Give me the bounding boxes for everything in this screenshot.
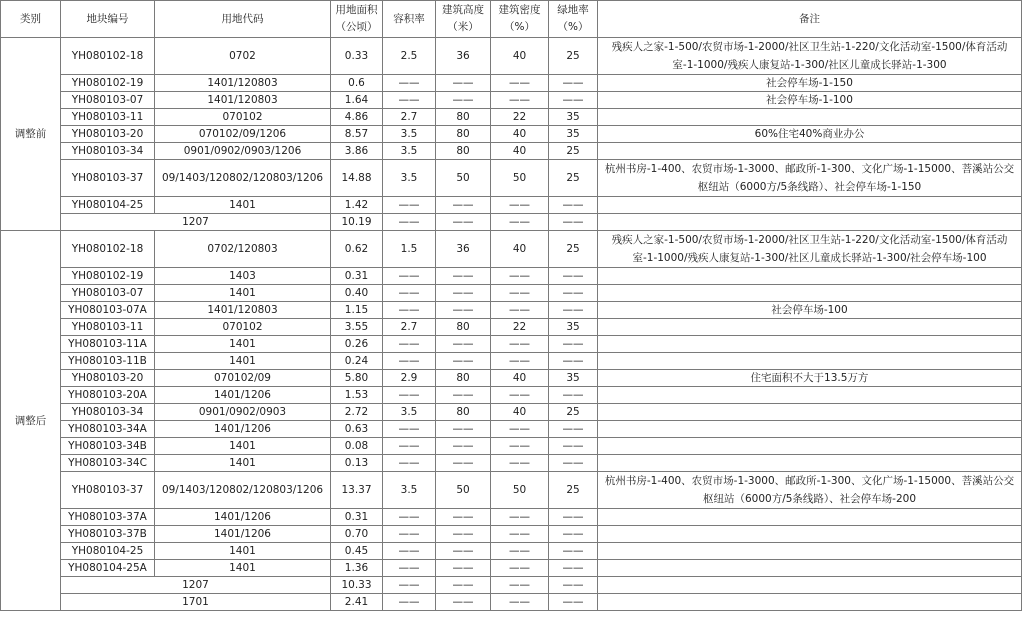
land-code: 1401 [155, 285, 331, 302]
note [598, 387, 1022, 404]
parcel-id: YH080104-25 [61, 197, 155, 214]
land-code: 070102 [155, 109, 331, 126]
land-code: 1401/1206 [155, 526, 331, 543]
far: —— [383, 75, 436, 92]
land-code: 0702/120803 [155, 231, 331, 268]
height: 50 [436, 160, 491, 197]
note: 社会停车场-100 [598, 302, 1022, 319]
area: 1.53 [331, 387, 383, 404]
note [598, 438, 1022, 455]
land-code: 1401/120803 [155, 75, 331, 92]
header-area: 用地面积（公顷） [331, 1, 383, 38]
table-row [1, 543, 1022, 560]
parcel-id: YH080104-25 [61, 543, 155, 560]
far: 3.5 [383, 160, 436, 197]
density: —— [491, 577, 549, 594]
header-far: 容积率 [383, 1, 436, 38]
header-row [1, 1, 1022, 38]
note [598, 509, 1022, 526]
area: 4.86 [331, 109, 383, 126]
note [598, 594, 1022, 611]
header-green: 绿地率（%） [549, 1, 598, 38]
far: —— [383, 336, 436, 353]
green: —— [549, 387, 598, 404]
land-code: 1401 [155, 560, 331, 577]
green: —— [549, 455, 598, 472]
area: 0.70 [331, 526, 383, 543]
height: —— [436, 560, 491, 577]
parcel-id: YH080102-19 [61, 268, 155, 285]
height: —— [436, 197, 491, 214]
density: —— [491, 594, 549, 611]
far: —— [383, 285, 436, 302]
height: —— [436, 594, 491, 611]
height: —— [436, 75, 491, 92]
height: —— [436, 455, 491, 472]
area: 1.15 [331, 302, 383, 319]
green: 25 [549, 143, 598, 160]
far: —— [383, 509, 436, 526]
area: 0.40 [331, 285, 383, 302]
note: 残疾人之家-1-500/农贸市场-1-2000/社区卫生站-1-220/文化活动室-1500/体育活动室-1-1000/残疾人康复站-1-300/社区儿童成长驿站-1-300/社会停车场-100 [598, 231, 1022, 268]
summary-area: 10.19 [331, 214, 383, 231]
density: —— [491, 336, 549, 353]
note [598, 336, 1022, 353]
green: —— [549, 75, 598, 92]
table-row [1, 160, 1022, 197]
area: 1.64 [331, 92, 383, 109]
height: 80 [436, 109, 491, 126]
note [598, 285, 1022, 302]
summary-code: 1701 [61, 594, 331, 611]
area: 3.86 [331, 143, 383, 160]
height: 80 [436, 143, 491, 160]
note [598, 197, 1022, 214]
green: 35 [549, 319, 598, 336]
height: —— [436, 509, 491, 526]
density: 50 [491, 472, 549, 509]
table-row [1, 92, 1022, 109]
green: —— [549, 214, 598, 231]
table-row [1, 336, 1022, 353]
parcel-id: YH080103-11 [61, 109, 155, 126]
far: —— [383, 438, 436, 455]
height: —— [436, 302, 491, 319]
far: 3.5 [383, 143, 436, 160]
density: —— [491, 421, 549, 438]
density: —— [491, 387, 549, 404]
area: 0.62 [331, 231, 383, 268]
category-after: 调整后 [1, 231, 61, 611]
far: —— [383, 594, 436, 611]
area: 0.24 [331, 353, 383, 370]
green: —— [549, 197, 598, 214]
land-code: 0901/0902/0903/1206 [155, 143, 331, 160]
green: 35 [549, 126, 598, 143]
table-row [1, 438, 1022, 455]
parcel-id: YH080103-20A [61, 387, 155, 404]
area: 2.72 [331, 404, 383, 421]
land-code: 1401/120803 [155, 302, 331, 319]
green: —— [549, 92, 598, 109]
far: —— [383, 353, 436, 370]
area: 0.13 [331, 455, 383, 472]
parcel-id: YH080103-34 [61, 404, 155, 421]
table-row [1, 197, 1022, 214]
note: 60%住宅40%商业办公 [598, 126, 1022, 143]
parcel-id: YH080103-34C [61, 455, 155, 472]
note [598, 455, 1022, 472]
land-code: 1401/1206 [155, 387, 331, 404]
note [598, 319, 1022, 336]
parcel-id: YH080102-18 [61, 38, 155, 75]
area: 0.33 [331, 38, 383, 75]
green: —— [549, 336, 598, 353]
header-parcel-id: 地块编号 [61, 1, 155, 38]
table-row [1, 353, 1022, 370]
density: —— [491, 509, 549, 526]
summary-row [1, 577, 1022, 594]
height: —— [436, 526, 491, 543]
table-row [1, 143, 1022, 160]
area: 0.08 [331, 438, 383, 455]
area: 3.55 [331, 319, 383, 336]
density: —— [491, 214, 549, 231]
note: 杭州书房-1-400、农贸市场-1-3000、邮政所-1-300、文化广场-1-15000、菩溪站公交枢纽站（6000方/5条线路）、社会停车场-200 [598, 472, 1022, 509]
area: 8.57 [331, 126, 383, 143]
land-code: 1401/1206 [155, 421, 331, 438]
height: 80 [436, 370, 491, 387]
density: —— [491, 75, 549, 92]
table-row [1, 370, 1022, 387]
far: —— [383, 268, 436, 285]
far: 3.5 [383, 126, 436, 143]
area: 0.45 [331, 543, 383, 560]
land-code: 1401 [155, 197, 331, 214]
parcel-id: YH080103-07 [61, 285, 155, 302]
area: 13.37 [331, 472, 383, 509]
parcel-id: YH080103-07A [61, 302, 155, 319]
header-note: 备注 [598, 1, 1022, 38]
density: —— [491, 197, 549, 214]
far: —— [383, 526, 436, 543]
table-row [1, 472, 1022, 509]
density: —— [491, 526, 549, 543]
height: —— [436, 387, 491, 404]
area: 5.80 [331, 370, 383, 387]
density: 40 [491, 143, 549, 160]
note [598, 109, 1022, 126]
density: —— [491, 302, 549, 319]
green: —— [549, 302, 598, 319]
green: —— [549, 577, 598, 594]
height: 80 [436, 126, 491, 143]
far: —— [383, 560, 436, 577]
header-land-code: 用地代码 [155, 1, 331, 38]
table-row [1, 319, 1022, 336]
table-row [1, 509, 1022, 526]
height: 80 [436, 404, 491, 421]
density: —— [491, 92, 549, 109]
density: —— [491, 353, 549, 370]
header-height: 建筑高度（米） [436, 1, 491, 38]
land-code: 09/1403/120802/120803/1206 [155, 160, 331, 197]
density: —— [491, 438, 549, 455]
land-code: 070102 [155, 319, 331, 336]
green: 25 [549, 472, 598, 509]
density: —— [491, 543, 549, 560]
note [598, 404, 1022, 421]
height: 50 [436, 472, 491, 509]
header-density: 建筑密度（%） [491, 1, 549, 38]
height: 36 [436, 38, 491, 75]
summary-row [1, 214, 1022, 231]
height: —— [436, 543, 491, 560]
height: —— [436, 214, 491, 231]
height: —— [436, 577, 491, 594]
note [598, 143, 1022, 160]
height: —— [436, 421, 491, 438]
table-row [1, 387, 1022, 404]
header-category: 类别 [1, 1, 61, 38]
parcel-id: YH080103-37A [61, 509, 155, 526]
far: 2.5 [383, 38, 436, 75]
land-code: 1401 [155, 353, 331, 370]
far: 1.5 [383, 231, 436, 268]
far: —— [383, 577, 436, 594]
table-row [1, 526, 1022, 543]
height: —— [436, 438, 491, 455]
table-row [1, 421, 1022, 438]
density: —— [491, 285, 549, 302]
density: 22 [491, 319, 549, 336]
note [598, 543, 1022, 560]
table-row [1, 109, 1022, 126]
land-code: 1401 [155, 455, 331, 472]
land-code: 070102/09 [155, 370, 331, 387]
note [598, 214, 1022, 231]
far: 3.5 [383, 472, 436, 509]
far: —— [383, 214, 436, 231]
parcel-id: YH080103-37B [61, 526, 155, 543]
land-code: 1401 [155, 336, 331, 353]
parcel-id: YH080103-34A [61, 421, 155, 438]
note [598, 353, 1022, 370]
far: —— [383, 387, 436, 404]
green: 35 [549, 109, 598, 126]
green: —— [549, 543, 598, 560]
far: —— [383, 543, 436, 560]
density: 40 [491, 370, 549, 387]
far: —— [383, 92, 436, 109]
green: —— [549, 509, 598, 526]
green: 35 [549, 370, 598, 387]
land-code: 1403 [155, 268, 331, 285]
note: 残疾人之家-1-500/农贸市场-1-2000/社区卫生站-1-220/文化活动室-1500/体育活动室-1-1000/残疾人康复站-1-300/社区儿童成长驿站-1-300 [598, 38, 1022, 75]
height: 80 [436, 319, 491, 336]
table-row [1, 455, 1022, 472]
far: —— [383, 302, 436, 319]
green: —— [549, 438, 598, 455]
green: —— [549, 421, 598, 438]
land-code: 09/1403/120802/120803/1206 [155, 472, 331, 509]
height: —— [436, 92, 491, 109]
density: —— [491, 268, 549, 285]
summary-code: 1207 [61, 214, 331, 231]
green: —— [549, 526, 598, 543]
category-before: 调整前 [1, 38, 61, 231]
height: —— [436, 268, 491, 285]
height: —— [436, 285, 491, 302]
far: —— [383, 455, 436, 472]
area: 1.36 [331, 560, 383, 577]
far: —— [383, 197, 436, 214]
summary-area: 10.33 [331, 577, 383, 594]
table-row [1, 38, 1022, 75]
note [598, 560, 1022, 577]
land-code: 0901/0902/0903 [155, 404, 331, 421]
green: 25 [549, 231, 598, 268]
parcel-id: YH080103-20 [61, 370, 155, 387]
area: 0.31 [331, 509, 383, 526]
parcel-id: YH080103-11A [61, 336, 155, 353]
summary-row [1, 594, 1022, 611]
green: 25 [549, 38, 598, 75]
table-row [1, 268, 1022, 285]
density: 22 [491, 109, 549, 126]
land-code: 1401/1206 [155, 509, 331, 526]
table-row [1, 126, 1022, 143]
land-code: 1401 [155, 543, 331, 560]
note [598, 268, 1022, 285]
note [598, 526, 1022, 543]
density: —— [491, 455, 549, 472]
note: 住宅面积不大于13.5万方 [598, 370, 1022, 387]
green: 25 [549, 404, 598, 421]
parcel-id: YH080103-11 [61, 319, 155, 336]
green: 25 [549, 160, 598, 197]
land-code: 0702 [155, 38, 331, 75]
far: —— [383, 421, 436, 438]
density: 40 [491, 38, 549, 75]
far: 3.5 [383, 404, 436, 421]
green: —— [549, 594, 598, 611]
green: —— [549, 285, 598, 302]
area: 14.88 [331, 160, 383, 197]
height: —— [436, 353, 491, 370]
land-code: 1401/120803 [155, 92, 331, 109]
land-code: 1401 [155, 438, 331, 455]
green: —— [549, 353, 598, 370]
green: —— [549, 268, 598, 285]
height: 36 [436, 231, 491, 268]
parcel-id: YH080103-34B [61, 438, 155, 455]
summary-code: 1207 [61, 577, 331, 594]
note [598, 577, 1022, 594]
note: 社会停车场-1-100 [598, 92, 1022, 109]
far: 2.9 [383, 370, 436, 387]
table-row [1, 231, 1022, 268]
density: —— [491, 560, 549, 577]
parcel-id: YH080103-20 [61, 126, 155, 143]
area: 0.26 [331, 336, 383, 353]
table-row [1, 285, 1022, 302]
green: —— [549, 560, 598, 577]
parcel-id: YH080103-11B [61, 353, 155, 370]
density: 40 [491, 231, 549, 268]
area: 1.42 [331, 197, 383, 214]
density: 50 [491, 160, 549, 197]
area: 0.31 [331, 268, 383, 285]
far: 2.7 [383, 319, 436, 336]
table-row [1, 302, 1022, 319]
table-row [1, 404, 1022, 421]
area: 0.63 [331, 421, 383, 438]
note: 社会停车场-1-150 [598, 75, 1022, 92]
parcel-id: YH080103-37 [61, 472, 155, 509]
parcel-id: YH080103-37 [61, 160, 155, 197]
parcel-id: YH080103-34 [61, 143, 155, 160]
density: 40 [491, 126, 549, 143]
area: 0.6 [331, 75, 383, 92]
parcel-id: YH080102-19 [61, 75, 155, 92]
parcel-id: YH080103-07 [61, 92, 155, 109]
note [598, 421, 1022, 438]
parcel-id: YH080104-25A [61, 560, 155, 577]
note: 杭州书房-1-400、农贸市场-1-3000、邮政所-1-300、文化广场-1-15000、菩溪站公交枢纽站（6000方/5条线路）、社会停车场-1-150 [598, 160, 1022, 197]
far: 2.7 [383, 109, 436, 126]
density: 40 [491, 404, 549, 421]
land-code: 070102/09/1206 [155, 126, 331, 143]
height: —— [436, 336, 491, 353]
table-row [1, 75, 1022, 92]
parcel-id: YH080102-18 [61, 231, 155, 268]
table-row [1, 560, 1022, 577]
summary-area: 2.41 [331, 594, 383, 611]
